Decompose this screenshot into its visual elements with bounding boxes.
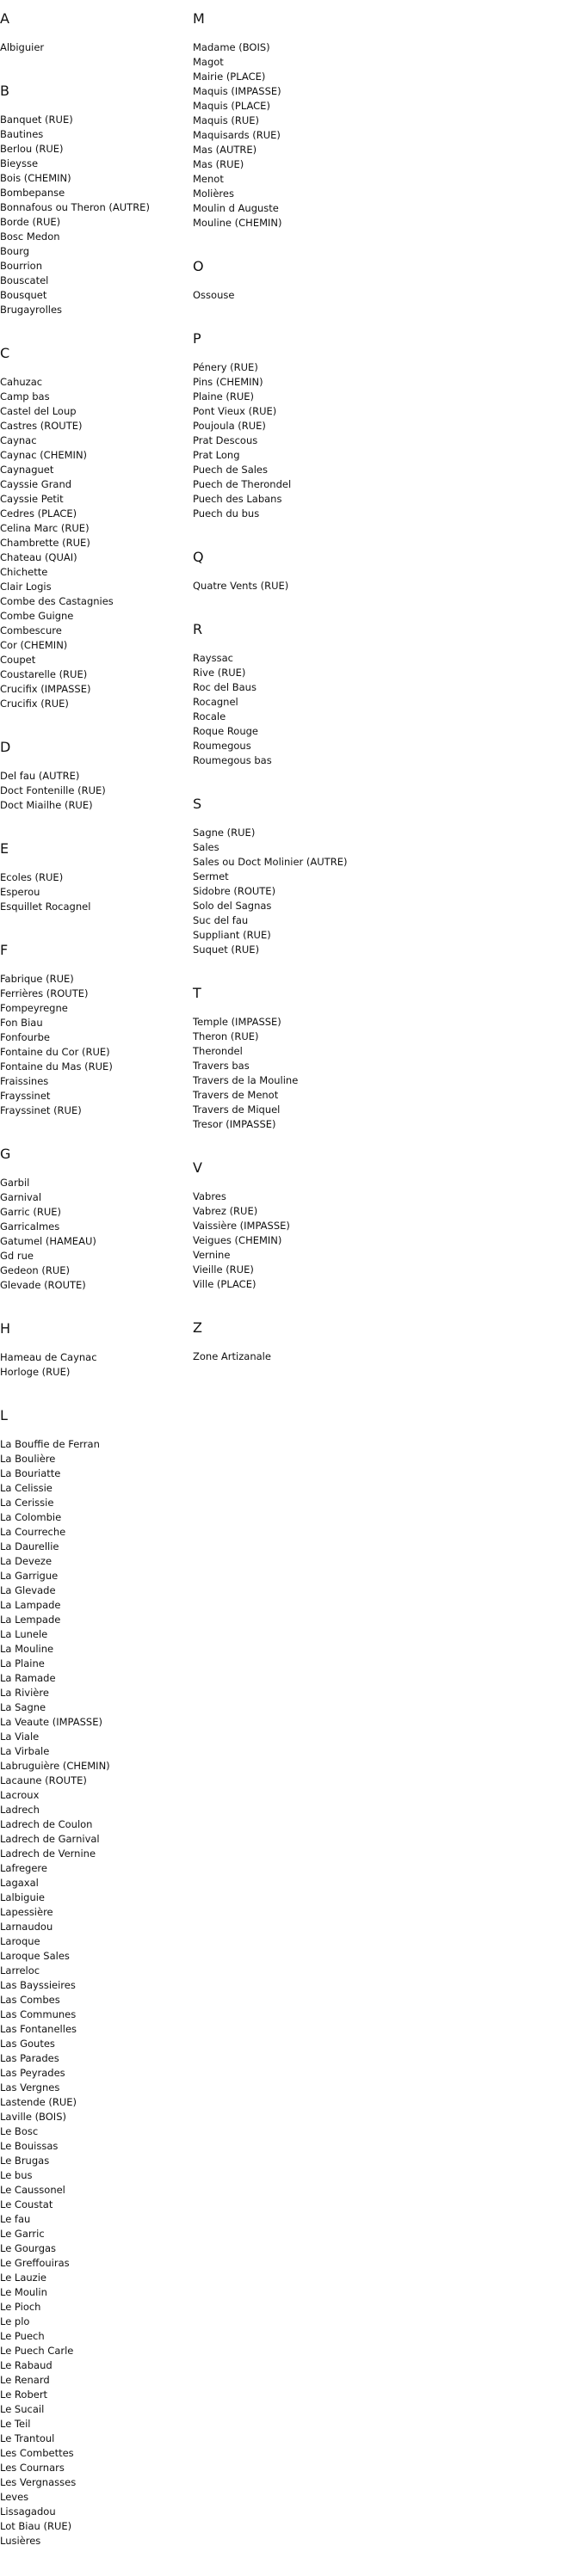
street-link[interactable]: Travers de Menot <box>193 1089 279 1101</box>
street-link[interactable]: Bonnafous ou Theron (AUTRE) <box>0 201 150 213</box>
street-link[interactable]: Doct Fontenille (RUE) <box>0 784 106 796</box>
street-link[interactable]: Bourrion <box>0 260 42 272</box>
letter-section-v <box>193 1159 378 1292</box>
letter-section-d <box>0 739 185 813</box>
street-link[interactable]: La Plaine <box>0 1657 45 1669</box>
street-link[interactable]: Larreloc <box>0 1964 40 1977</box>
letter-section-r <box>193 621 378 768</box>
street-link[interactable]: Lastende (RUE) <box>0 2096 77 2108</box>
street-link[interactable]: Sales <box>193 841 219 853</box>
letter-section-m <box>193 10 378 231</box>
letter-heading: A <box>0 10 9 27</box>
street-link[interactable]: Theron (RUE) <box>193 1030 259 1042</box>
letter-heading: B <box>0 83 9 99</box>
street-link[interactable]: Molières <box>193 188 234 200</box>
street-link[interactable]: Prat Descous <box>193 434 258 446</box>
street-link[interactable]: Le Teil <box>0 2418 31 2430</box>
street-link[interactable]: Cayssie Grand <box>0 478 72 490</box>
street-link[interactable]: Laroque Sales <box>0 1950 70 1962</box>
street-link[interactable]: Lacaune (ROUTE) <box>0 1774 87 1786</box>
street-link[interactable]: Bouscatel <box>0 274 49 286</box>
street-link[interactable]: La Boulière <box>0 1453 56 1465</box>
letter-heading: R <box>193 621 203 637</box>
street-link[interactable]: Ossouse <box>193 289 235 301</box>
street-link[interactable]: Esperou <box>0 886 40 898</box>
street-link[interactable]: Lacroux <box>0 1789 40 1801</box>
street-link[interactable]: Roumegous <box>193 740 251 752</box>
street-link[interactable]: Larnaudou <box>0 1921 53 1933</box>
street-link[interactable]: Coustarelle (RUE) <box>0 668 88 680</box>
street-link[interactable]: Fontaine du Mas (RUE) <box>0 1061 113 1073</box>
street-link[interactable]: Pins (CHEMIN) <box>193 376 263 388</box>
street-link[interactable]: Le Lauzie <box>0 2272 46 2284</box>
street-link[interactable]: La Glevade <box>0 1584 56 1596</box>
street-link[interactable]: Fonfourbe <box>0 1031 51 1043</box>
street-link[interactable]: Puech des Labans <box>193 493 282 505</box>
street-link[interactable]: Celina Marc (RUE) <box>0 522 90 534</box>
letter-section-l <box>0 1407 185 2548</box>
street-link[interactable]: Le Puech Carle <box>0 2345 74 2357</box>
street-link[interactable]: Garricalmes <box>0 1220 60 1233</box>
street-link[interactable]: Brugayrolles <box>0 304 63 316</box>
street-link[interactable]: Sagne (RUE) <box>193 827 256 839</box>
street-link[interactable]: La Colombie <box>0 1511 62 1523</box>
street-link[interactable]: Banquet (RUE) <box>0 114 73 126</box>
street-link[interactable]: Lot Biau (RUE) <box>0 2520 72 2532</box>
street-link[interactable]: Rocagnel <box>193 696 238 708</box>
street-link[interactable]: La Virbale <box>0 1745 50 1757</box>
street-link[interactable]: Puech du bus <box>193 507 260 520</box>
street-link[interactable]: Ville (PLACE) <box>193 1278 257 1290</box>
street-link[interactable]: Gatumel (HAMEAU) <box>0 1235 96 1247</box>
street-link[interactable]: Lagaxal <box>0 1877 39 1889</box>
street-link[interactable]: Rive (RUE) <box>193 667 246 679</box>
letter-section-b <box>0 83 185 317</box>
street-link[interactable]: Las Parades <box>0 2052 59 2064</box>
street-link[interactable]: Del fau (AUTRE) <box>0 770 80 782</box>
street-link[interactable]: La Bouriatte <box>0 1467 61 1479</box>
street-link[interactable]: Albiguier <box>0 41 45 53</box>
street-link[interactable]: Vernine <box>193 1249 231 1261</box>
street-link[interactable]: Las Goutes <box>0 2038 55 2050</box>
street-link[interactable]: Crucifix (RUE) <box>0 698 69 710</box>
street-link[interactable]: Cayssie Petit <box>0 493 64 505</box>
street-link[interactable]: Le Brugas <box>0 2155 50 2167</box>
street-link[interactable]: Laroque <box>0 1935 40 1947</box>
street-link[interactable]: Lusières <box>0 2535 41 2547</box>
street-link[interactable]: Las Communes <box>0 2008 77 2020</box>
letter-heading: G <box>0 1146 11 1162</box>
street-link[interactable]: Puech de Therondel <box>193 478 292 490</box>
street-link[interactable]: Borde (RUE) <box>0 216 61 228</box>
street-link[interactable]: La Garrigue <box>0 1570 59 1582</box>
street-link[interactable]: Lafregere <box>0 1862 47 1874</box>
street-link[interactable]: Fon Biau <box>0 1017 43 1029</box>
street-link[interactable]: Lalbiguie <box>0 1891 46 1903</box>
street-link[interactable]: La Daurellie <box>0 1540 59 1552</box>
letter-heading: Q <box>193 549 204 565</box>
street-link[interactable]: Ladrech de Coulon <box>0 1818 93 1830</box>
street-link[interactable]: Fontaine du Cor (RUE) <box>0 1046 110 1058</box>
street-link[interactable]: Lissagadou <box>0 2505 56 2518</box>
street-link[interactable]: Fraissines <box>0 1075 49 1087</box>
street-link[interactable]: Le plo <box>0 2315 30 2327</box>
street-link[interactable]: Le Puech <box>0 2330 45 2342</box>
letter-section-c <box>0 345 185 711</box>
street-link[interactable]: Chateau (QUAI) <box>0 551 77 563</box>
street-link[interactable]: Combescure <box>0 624 62 636</box>
street-link[interactable]: Laville (BOIS) <box>0 2111 66 2123</box>
letter-heading: S <box>193 796 202 812</box>
street-link[interactable]: Castres (ROUTE) <box>0 420 83 432</box>
street-link[interactable]: Combe des Castagnies <box>0 595 114 607</box>
street-link[interactable]: Le Bouissas <box>0 2140 59 2152</box>
street-link[interactable]: Cahuzac <box>0 376 43 388</box>
letter-heading: O <box>193 258 204 274</box>
street-link[interactable]: Moulin d Auguste <box>193 202 279 214</box>
street-link[interactable]: Le Moulin <box>0 2286 47 2298</box>
street-link[interactable]: Le Trantoul <box>0 2432 55 2444</box>
street-link[interactable]: Frayssinet (RUE) <box>0 1104 82 1116</box>
street-link[interactable]: La Courreche <box>0 1526 66 1538</box>
street-link[interactable]: Caynaguet <box>0 464 54 476</box>
street-link[interactable]: Frayssinet <box>0 1090 51 1102</box>
street-link[interactable]: Garric (RUE) <box>0 1206 62 1218</box>
street-link[interactable]: Garbil <box>0 1177 30 1189</box>
street-link[interactable]: Le Rabaud <box>0 2359 53 2371</box>
street-link[interactable]: Maquis (PLACE) <box>193 100 270 112</box>
street-link[interactable]: Solo del Sagnas <box>193 900 272 912</box>
street-link[interactable]: Mairie (PLACE) <box>193 71 266 83</box>
street-link[interactable]: Ladrech de Garnival <box>0 1833 100 1845</box>
street-link[interactable]: Las Fontanelles <box>0 2023 77 2035</box>
street-link[interactable]: Bautines <box>0 128 44 140</box>
street-link[interactable]: Magot <box>193 56 224 68</box>
street-link[interactable]: Chambrette (RUE) <box>0 537 90 549</box>
street-link[interactable]: Les Vergnasses <box>0 2476 77 2488</box>
letter-section-t <box>193 985 378 1132</box>
street-link[interactable]: Pénery (RUE) <box>193 361 258 373</box>
street-link[interactable]: Gd rue <box>0 1250 34 1262</box>
street-link[interactable]: Veigues (CHEMIN) <box>193 1234 282 1246</box>
street-link[interactable]: Les Cournars <box>0 2462 65 2474</box>
street-link[interactable]: Le Sucail <box>0 2403 45 2415</box>
street-link[interactable]: Horloge (RUE) <box>0 1366 71 1378</box>
street-link[interactable]: Camp bas <box>0 390 50 403</box>
letter-heading: V <box>193 1159 202 1176</box>
street-link[interactable]: La Bouffie de Ferran <box>0 1438 100 1450</box>
street-link[interactable]: Las Vergnes <box>0 2081 60 2093</box>
street-link[interactable]: Travers de la Mouline <box>193 1074 299 1086</box>
street-link[interactable]: La Cerissie <box>0 1497 54 1509</box>
street-link[interactable]: Gedeon (RUE) <box>0 1264 70 1276</box>
street-link[interactable]: Garnival <box>0 1191 42 1203</box>
street-link[interactable]: Le Robert <box>0 2388 48 2401</box>
street-link[interactable]: Bieysse <box>0 157 39 169</box>
street-link[interactable]: Therondel <box>193 1045 243 1057</box>
street-link[interactable]: Temple (IMPASSE) <box>193 1016 281 1028</box>
street-link[interactable]: Coupet <box>0 654 36 666</box>
street-link[interactable]: Vabrez (RUE) <box>193 1205 258 1217</box>
letter-heading: F <box>0 942 9 958</box>
street-link[interactable]: Rayssac <box>193 652 233 664</box>
street-link[interactable]: Crucifix (IMPASSE) <box>0 683 91 695</box>
street-link[interactable]: Fompeyregne <box>0 1002 68 1014</box>
letter-section-s <box>193 796 378 957</box>
letter-heading: H <box>0 1320 11 1337</box>
street-link[interactable]: Bombepanse <box>0 187 65 199</box>
street-link[interactable]: Mouline (CHEMIN) <box>193 217 282 229</box>
street-link[interactable]: Bourg <box>0 245 30 257</box>
letter-heading: E <box>0 840 9 857</box>
street-link[interactable]: Maquisards (RUE) <box>193 129 281 141</box>
street-link[interactable]: Bousquet <box>0 289 47 301</box>
street-link[interactable]: Combe Guigne <box>0 610 74 622</box>
street-link[interactable]: La Celissie <box>0 1482 53 1494</box>
street-link[interactable]: Prat Long <box>193 449 240 461</box>
street-link[interactable]: Sidobre (ROUTE) <box>193 885 276 897</box>
street-link[interactable]: Ecoles (RUE) <box>0 871 64 883</box>
street-link[interactable]: Travers de Miquel <box>193 1104 281 1116</box>
street-link[interactable]: Las Combes <box>0 1994 60 2006</box>
street-link[interactable]: Travers bas <box>193 1060 250 1072</box>
letter-section-q <box>193 549 378 593</box>
street-link[interactable]: La Ramade <box>0 1672 56 1684</box>
street-link[interactable]: Ferrières (ROUTE) <box>0 987 89 999</box>
street-link[interactable]: Le Caussonel <box>0 2184 65 2196</box>
street-link[interactable]: Bosc Medon <box>0 231 60 243</box>
street-link[interactable]: Quatre Vents (RUE) <box>193 580 289 592</box>
street-link[interactable]: Fabrique (RUE) <box>0 973 74 985</box>
street-link[interactable]: Sermet <box>193 870 229 882</box>
street-link[interactable]: Menot <box>193 173 224 185</box>
street-link[interactable]: Le Pioch <box>0 2301 41 2313</box>
street-link[interactable]: Las Bayssieires <box>0 1979 76 1991</box>
street-link[interactable]: Puech de Sales <box>193 464 269 476</box>
letter-section-g <box>0 1146 185 1293</box>
street-link[interactable]: Esquillet Rocagnel <box>0 901 91 913</box>
street-link[interactable]: Le Coustat <box>0 2198 53 2210</box>
street-link[interactable]: Clair Logis <box>0 581 52 593</box>
street-link[interactable]: Castel del Loup <box>0 405 77 417</box>
letter-section-a <box>0 10 185 55</box>
letter-heading: M <box>193 10 205 27</box>
letter-heading: P <box>193 330 201 347</box>
street-link[interactable]: Vabres <box>193 1190 226 1202</box>
street-link[interactable]: Le Bosc <box>0 2125 39 2137</box>
street-link[interactable]: Roque Rouge <box>193 725 259 737</box>
street-link[interactable]: Caynac <box>0 434 37 446</box>
street-link[interactable]: Mas (AUTRE) <box>193 144 257 156</box>
street-link[interactable]: La Deveze <box>0 1555 53 1567</box>
street-link[interactable]: Suc del fau <box>193 914 249 926</box>
street-link[interactable]: Le bus <box>0 2169 33 2181</box>
street-link[interactable]: Roumegous bas <box>193 754 272 766</box>
street-link[interactable]: Roc del Baus <box>193 681 257 693</box>
street-link[interactable]: Le fau <box>0 2213 31 2225</box>
street-link[interactable]: Poujoula (RUE) <box>193 420 266 432</box>
street-link[interactable]: Le Gourgas <box>0 2242 57 2254</box>
letter-section-h <box>0 1320 185 1380</box>
street-link[interactable]: Glevade (ROUTE) <box>0 1279 86 1291</box>
street-link[interactable]: Vaissière (IMPASSE) <box>193 1220 290 1232</box>
street-link[interactable]: Bois (CHEMIN) <box>0 172 71 184</box>
street-link[interactable]: Doct Miailhe (RUE) <box>0 799 93 811</box>
letter-heading: L <box>0 1407 8 1423</box>
street-link[interactable]: Vieille (RUE) <box>193 1263 254 1276</box>
street-link[interactable]: Suquet (RUE) <box>193 944 260 956</box>
street-link[interactable]: Maquis (IMPASSE) <box>193 85 281 97</box>
street-link[interactable]: La Rivière <box>0 1687 49 1699</box>
street-link[interactable]: Suppliant (RUE) <box>193 929 271 941</box>
street-link[interactable]: Ladrech de Vernine <box>0 1847 96 1860</box>
street-link[interactable]: Leves <box>0 2491 29 2503</box>
street-link[interactable]: Mas (RUE) <box>193 158 244 170</box>
street-link[interactable]: Caynac (CHEMIN) <box>0 449 88 461</box>
street-link[interactable]: Lapessière <box>0 1906 53 1918</box>
street-link[interactable]: Ladrech <box>0 1804 40 1816</box>
street-link[interactable]: Las Peyrades <box>0 2067 65 2079</box>
street-link[interactable]: Madame (BOIS) <box>193 41 270 53</box>
letter-heading: D <box>0 739 11 755</box>
letter-heading: C <box>0 345 10 361</box>
street-link[interactable]: Plaine (RUE) <box>193 390 255 403</box>
street-link[interactable]: La Sagne <box>0 1701 46 1713</box>
street-link[interactable]: Le Garric <box>0 2228 45 2240</box>
street-link[interactable]: Le Renard <box>0 2374 50 2386</box>
street-link[interactable]: Berlou (RUE) <box>0 143 64 155</box>
letter-heading: T <box>193 985 201 1001</box>
street-link[interactable]: Cor (CHEMIN) <box>0 639 68 651</box>
street-link[interactable]: La Lempade <box>0 1614 61 1626</box>
street-link[interactable]: Labruguière (CHEMIN) <box>0 1760 110 1772</box>
letter-section-z <box>193 1319 378 1364</box>
street-link[interactable]: La Mouline <box>0 1643 54 1655</box>
street-link[interactable]: La Lampade <box>0 1599 61 1611</box>
letter-heading: Z <box>193 1319 202 1336</box>
street-link[interactable]: Zone Artizanale <box>193 1350 271 1362</box>
street-index-right-column <box>193 10 378 1392</box>
street-link[interactable]: Tresor (IMPASSE) <box>193 1118 276 1130</box>
street-link[interactable]: Maquis (RUE) <box>193 114 260 126</box>
letter-section-o <box>193 258 378 303</box>
street-link[interactable]: Les Combettes <box>0 2447 74 2459</box>
street-link[interactable]: Le Greffouiras <box>0 2257 70 2269</box>
street-link[interactable]: Cedres (PLACE) <box>0 507 77 520</box>
street-link[interactable]: La Viale <box>0 1731 40 1743</box>
letter-section-e <box>0 840 185 914</box>
letter-section-p <box>193 330 378 521</box>
street-link[interactable]: Chichette <box>0 566 48 578</box>
street-link[interactable]: Sales ou Doct Molinier (AUTRE) <box>193 856 348 868</box>
street-link[interactable]: Rocale <box>193 710 226 722</box>
letter-section-f <box>0 942 185 1118</box>
street-link[interactable]: La Lunele <box>0 1628 48 1640</box>
street-link[interactable]: Hameau de Caynac <box>0 1351 97 1363</box>
street-link[interactable]: La Veaute (IMPASSE) <box>0 1716 102 1728</box>
street-index-left-column <box>0 10 185 2576</box>
street-link[interactable]: Pont Vieux (RUE) <box>193 405 277 417</box>
